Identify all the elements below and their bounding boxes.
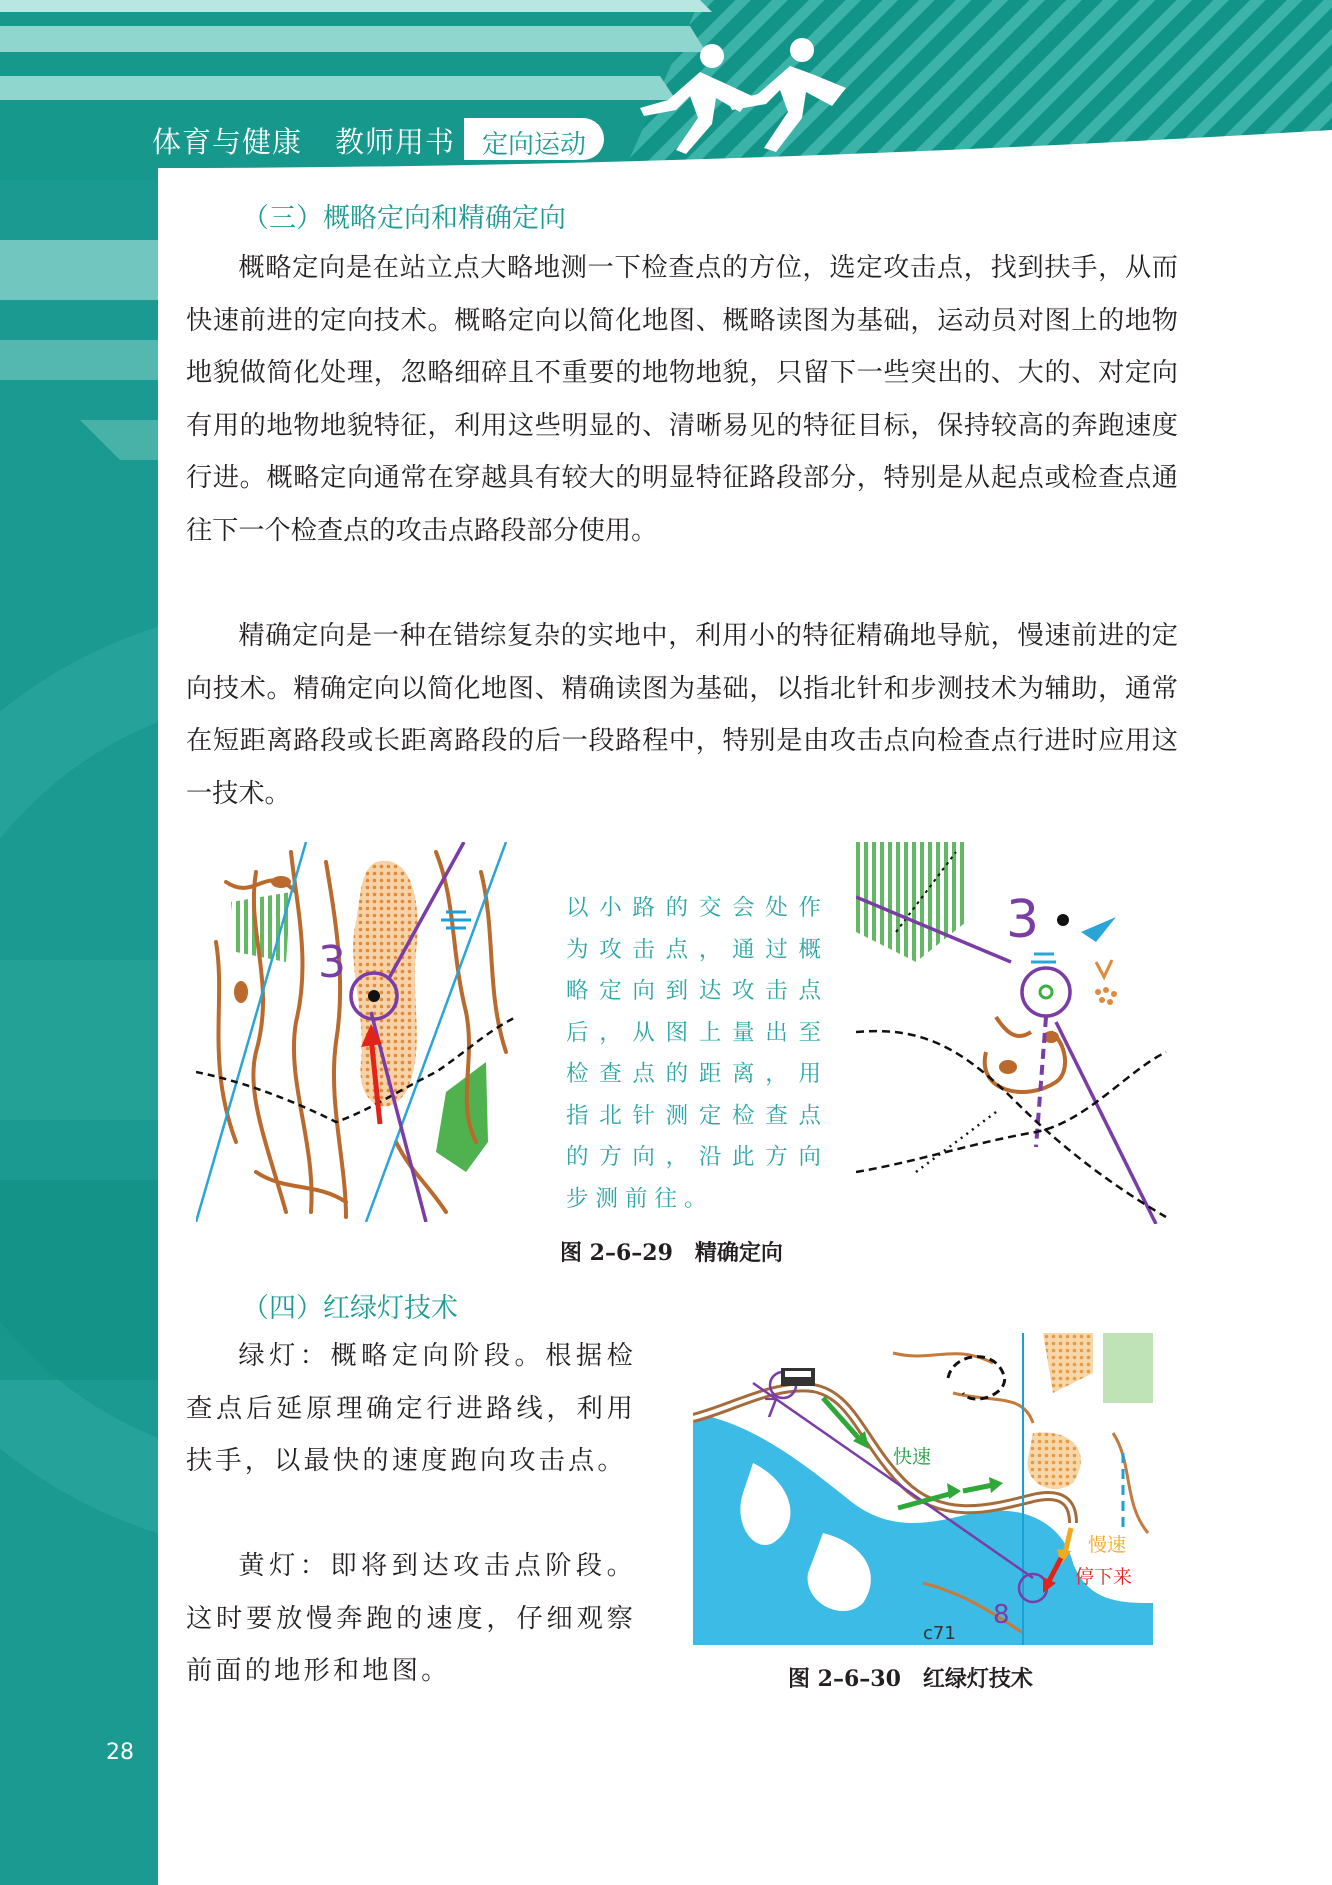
- stop-label: 停下来: [1075, 1566, 1133, 1588]
- precise-orienteering-map-right: [856, 842, 1168, 1224]
- section-tag: 定向运动: [482, 130, 587, 160]
- figure-29-note: 以小路的交会处作为攻击点，通过概略定向到达攻击点后，从图上量出至检查点的距离，用指北针测定检查点的方向，沿此方向步测前往。: [566, 895, 828, 1212]
- control-number-3: 3: [318, 937, 346, 988]
- fast-label: 快速: [893, 1446, 932, 1468]
- section-heading-4: （四）红绿灯技术: [242, 1293, 458, 1324]
- control-number-3b: 3: [1006, 890, 1040, 950]
- page-header: [0, 0, 1332, 180]
- book-title: 体育与健康: [152, 125, 303, 159]
- paragraph-rough-orienteering: 概略定向是在站立点大略地测一下检查点的方位，选定攻击点，找到扶手，从而快速前进的定向技术。概略定向以简化地图、概略读图为基础，运动员对图上的地物地貌做简化处理，忽略细碎且不重要的地物地貌，只留下一些突出的、大的、对定向有用的地物地貌特征，利用这些明显的、清晰易见的特征目标，保持较高的奔跑速度行进。概略定向通常在穿越具有较大的明显特征路段部分，特别是从起点或检查点通往下一个检查点的攻击点路段部分使用。: [186, 253, 1178, 546]
- figure-30-caption: 图 2–6–30 红绿灯技术: [788, 1666, 1033, 1692]
- page-number: 28: [106, 1740, 134, 1765]
- book-subtitle: 教师用书: [335, 125, 456, 159]
- traffic-light-technique-map: [693, 1333, 1153, 1645]
- contour-label: c71: [923, 1623, 956, 1644]
- slow-label: 慢速: [1088, 1534, 1127, 1556]
- paragraph-green-light: 绿灯：概略定向阶段。根据检查点后延原理确定行进路线，利用扶手，以最快的速度跑向攻击点。: [186, 1341, 636, 1476]
- paragraph-precise-orienteering: 精确定向是一种在错综复杂的实地中，利用小的特征精确地导航，慢速前进的定向技术。精确定向以简化地图、精确读图为基础，以指北针和步测技术为辅助，通常在短距离路段或长距离路段的后一段路程中，特别是由攻击点向检查点行进时应用这一技术。: [186, 621, 1178, 809]
- precise-orienteering-map-left: [196, 842, 528, 1222]
- left-decorative-band: [0, 180, 158, 1885]
- paragraph-yellow-light: 黄灯：即将到达攻击点阶段。这时要放慢奔跑的速度，仔细观察前面的地形和地图。: [186, 1551, 636, 1686]
- cp8-label: 8: [993, 1600, 1010, 1630]
- cp7-label: 7: [763, 1394, 780, 1424]
- section-heading-3: （三）概略定向和精确定向: [242, 203, 566, 234]
- figure-29-caption: 图 2–6–29 精确定向: [560, 1240, 783, 1266]
